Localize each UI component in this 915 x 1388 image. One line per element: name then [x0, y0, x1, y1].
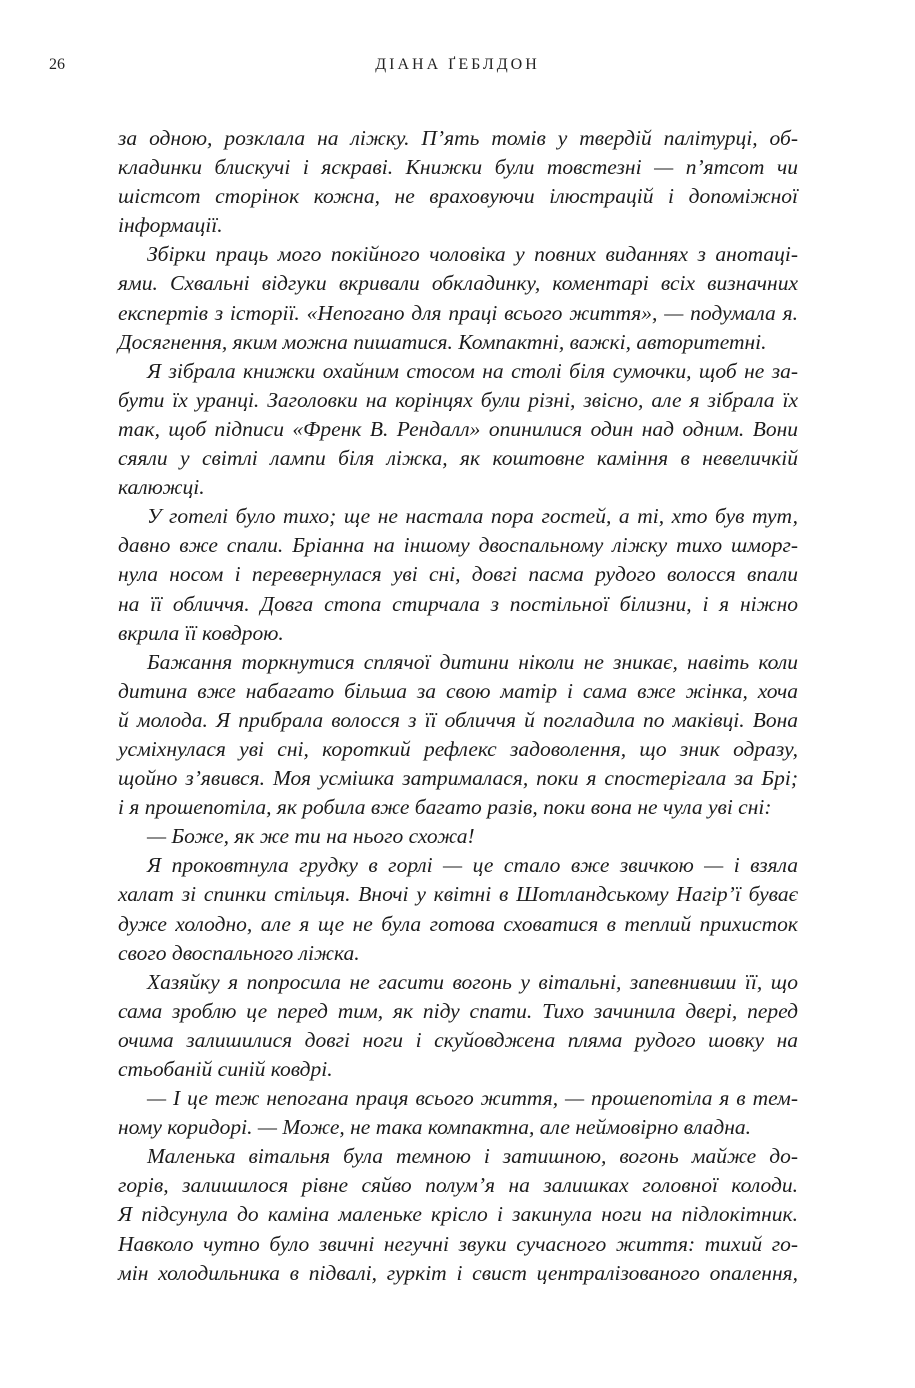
- text-line: — І це теж непогана праця всього життя, — прошепотіла я в тем-: [147, 1086, 798, 1111]
- text-line: нула носом і перевернулася уві сні, довгі пасма рудого волосся впали: [118, 562, 798, 587]
- paragraph: [118, 357, 798, 502]
- paragraph: [118, 240, 798, 356]
- text-line: інформації.: [118, 213, 223, 238]
- text-line: і я прошепотіла, як робила вже багато разів, поки вона не чула уві сні:: [118, 795, 772, 820]
- paragraph: [118, 1084, 798, 1142]
- text-line: Маленька вітальня була темною і затишною, вогонь майже до-: [147, 1144, 798, 1169]
- text-line: стьобаній синій ковдрі.: [118, 1057, 333, 1081]
- text-line: свого двоспального ліжка.: [118, 940, 360, 965]
- text-line: бути їх уранці. Заголовки на корінцях були різні, звісно, але я зібрала їх: [118, 387, 798, 412]
- text-line: Хазяйку я попросила не гасити вогонь у вітальні, запевнивши її, що: [147, 969, 798, 994]
- paragraph: [118, 968, 798, 1084]
- text-line: Навколо чутно було звичні негучні звуки сучасного життя: тихий го-: [118, 1231, 798, 1256]
- text-line: експертів з історії. «Непогано для праці всього життя», — подумала я.: [118, 300, 798, 325]
- text-line: калюжці.: [118, 475, 205, 500]
- text-line: усміхнулася уві сні, короткий рефлекс задоволення, що зник одразу,: [118, 736, 798, 761]
- paragraph: [118, 124, 798, 240]
- text-line: так, щоб підписи «Френк В. Рендалл» опинилися один над одним. Вони: [118, 416, 798, 441]
- text-line: сама зроблю це перед тим, як піду спати. Тихо зачинила двері, перед: [118, 998, 798, 1023]
- text-line: Я зібрала книжки охайним стосом на столі біля сумочки, щоб не за-: [147, 358, 798, 383]
- text-line: ями. Схвальні відгуки вкривали обкладинку, коментарі всіх визначних: [118, 271, 798, 296]
- text-line: Досягнення, яким можна пишатися. Компактні, важкі, авторитетні.: [118, 329, 767, 354]
- text-line: халат зі спинки стільця. Вночі у квітні в Шотландському Нагір’ї буває: [118, 882, 798, 907]
- text-line: сяяли у світлі лампи біля ліжка, як коштовне каміння в невеличкій: [118, 446, 798, 471]
- body-text: [118, 124, 798, 1288]
- text-line: на її обличчя. Довга стопа стирчала з постільної білизни, і я ніжно: [118, 591, 798, 616]
- paragraph: [118, 822, 798, 851]
- text-line: вкрила її ковдрою.: [118, 620, 284, 645]
- text-line: дитина вже набагато більша за свою матір і сама вже жінка, хоча: [118, 678, 798, 703]
- text-line: й молода. Я прибрала волосся з її обличчя й погладила по маківці. Вона: [118, 707, 798, 732]
- page-number: 26: [49, 56, 65, 73]
- paragraph: [118, 502, 798, 647]
- text-line: — Боже, як же ти на нього схожа!: [147, 824, 475, 849]
- text-line: Збірки праць мого покійного чоловіка у повних виданнях з анотаці-: [147, 242, 798, 267]
- text-line: У готелі було тихо; ще не настала пора гостей, а ті, хто був тут,: [147, 504, 798, 529]
- running-title-author: ДІАНА ҐЕБЛДОН: [375, 56, 540, 73]
- text-line: шістсот сторінок кожна, не враховуючи ілюстрацій і допоміжної: [118, 184, 798, 209]
- text-line: за одною, розклала на ліжку. П’ять томів у твердій палітурці, об-: [118, 126, 798, 150]
- text-line: мін холодильника в підвалі, гуркіт і свист централізованого опалення,: [118, 1260, 798, 1285]
- text-line: Я проковтнула грудку в горлі — це стало вже звичкою — і взяла: [147, 853, 798, 878]
- text-line: Я підсунула до каміна маленьке крісло і закинула ноги на підлокітник.: [118, 1202, 798, 1227]
- text-line: щойно з’явився. Моя усмішка затрималася, поки я спостерігала за Брі;: [118, 766, 798, 791]
- text-line: кладинки блискучі і яскраві. Книжки були товстезні — п’ятсот чи: [118, 155, 798, 180]
- text-line: ному коридорі. — Може, не така компактна, але неймовірно владна.: [118, 1115, 752, 1140]
- text-line: дуже холодно, але я ще не була готова сховатися в теплий прихисток: [118, 911, 798, 936]
- paragraph: [118, 1142, 798, 1287]
- paragraph: [118, 851, 798, 967]
- paragraph: [118, 648, 798, 823]
- text-line: горів, залишилося рівне сяйво полум’я на залишках головної колоди.: [118, 1173, 798, 1198]
- running-head: [0, 56, 915, 80]
- text-line: очима залишилися довгі ноги і скуйовджена пляма рудого шовку на: [118, 1027, 798, 1052]
- text-line: Бажання торкнутися сплячої дитини ніколи не зникає, навіть коли: [147, 649, 798, 674]
- text-line: давно вже спали. Бріанна на іншому двоспальному ліжку тихо шморг-: [118, 533, 798, 558]
